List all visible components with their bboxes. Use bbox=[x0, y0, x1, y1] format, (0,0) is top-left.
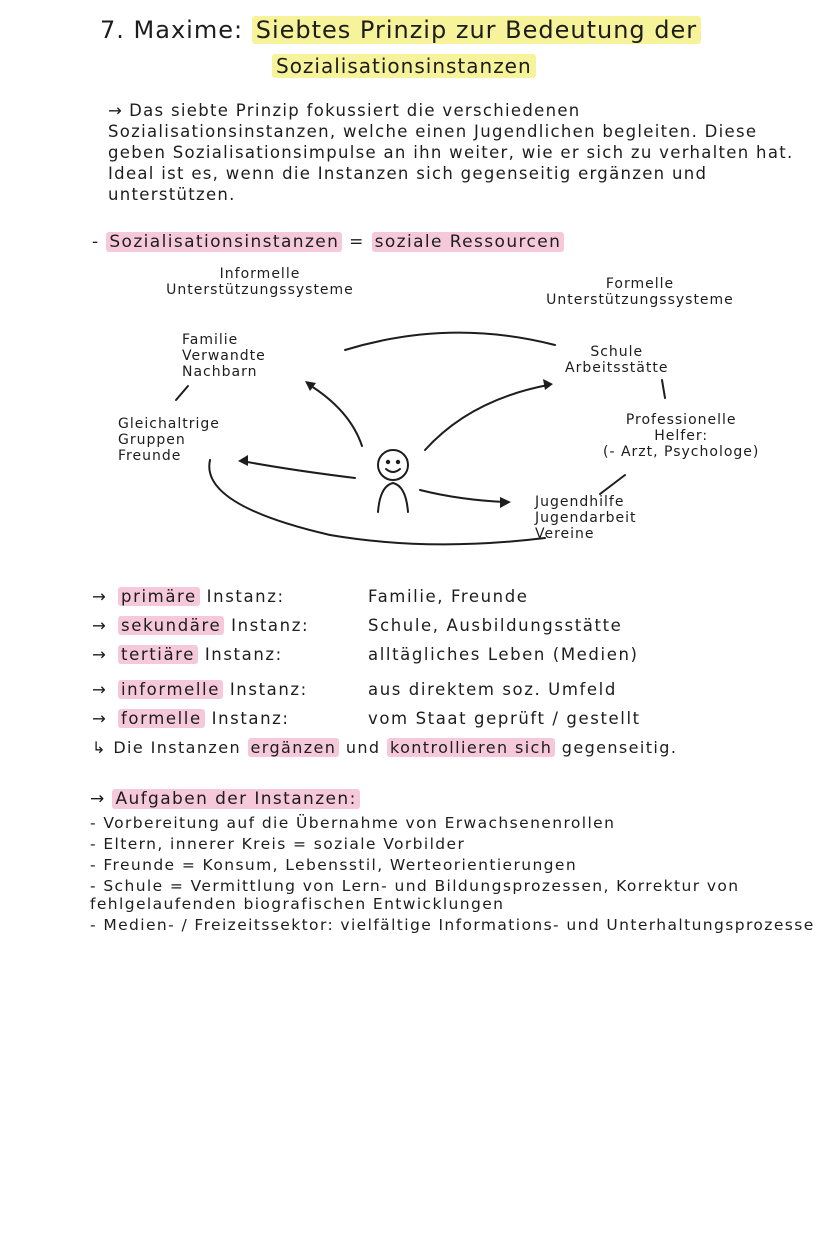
arrowhead-peers-icon bbox=[238, 455, 248, 466]
arrow-right-icon: → bbox=[92, 616, 108, 635]
instance-key: sekundäre bbox=[118, 616, 224, 635]
instance-value: aus direktem soz. Umfeld bbox=[368, 680, 617, 699]
label-helpers: Professionelle Helfer: (- Arzt, Psychologe) bbox=[603, 412, 760, 460]
arrowhead-family-icon bbox=[305, 381, 316, 391]
instance-label: Instanz: bbox=[229, 680, 308, 699]
complement-text-d: kontrollieren sich bbox=[387, 738, 555, 757]
label-peers: Gleichaltrige Gruppen Freunde bbox=[118, 416, 220, 464]
instance-value: Schule, Ausbildungsstätte bbox=[368, 616, 623, 635]
tasks-heading: → Aufgaben der Instanzen: bbox=[90, 790, 820, 808]
arrow-turn-icon: ↳ bbox=[92, 738, 107, 757]
list-item: - Schule = Vermittlung von Lern- und Bildungsprozessen, Korrektur von fehlgelaufenden biografischen Entwicklungen bbox=[90, 877, 740, 913]
top-arc bbox=[345, 333, 555, 350]
left-connector bbox=[176, 386, 188, 400]
instance-value: Familie, Freunde bbox=[368, 587, 529, 606]
label-youth: Jugendhilfe Jugendarbeit Vereine bbox=[535, 494, 637, 542]
instance-key: informelle bbox=[118, 680, 223, 699]
arrow-right-icon: → bbox=[92, 587, 108, 606]
list-item: - Eltern, innerer Kreis = soziale Vorbilder bbox=[90, 835, 466, 853]
instance-value: vom Staat geprüft / gestellt bbox=[368, 709, 641, 728]
arrow-to-school bbox=[425, 385, 548, 450]
list-item: - Vorbereitung auf die Übernahme von Erwachsenenrollen bbox=[90, 814, 616, 832]
right-connector-1 bbox=[662, 380, 665, 398]
title-main: Siebtes Prinzip zur Bedeutung der bbox=[252, 16, 701, 44]
complement-text-c: und bbox=[345, 738, 381, 757]
instance-label: Instanz: bbox=[211, 709, 290, 728]
title-maxime: Maxime: bbox=[133, 16, 244, 44]
arrow-right-icon: → bbox=[108, 101, 124, 120]
list-item: - Medien- / Freizeitssektor: vielfältige Informations- und Unterhaltungsprozesse bbox=[90, 916, 815, 934]
person-icon bbox=[378, 450, 408, 512]
right-connector-2 bbox=[600, 475, 625, 494]
instance-key: formelle bbox=[118, 709, 205, 728]
list-item bbox=[92, 675, 812, 704]
complement-text-a: Die Instanzen bbox=[113, 738, 242, 757]
bottom-arc bbox=[330, 535, 545, 544]
complement-text-b: ergänzen bbox=[248, 738, 340, 757]
arrow-to-youth bbox=[420, 490, 505, 502]
formal-header: Formelle Unterstützungssysteme bbox=[546, 276, 734, 308]
informal-header: Informelle Unterstützungssysteme bbox=[166, 266, 354, 298]
instances-list-2 bbox=[92, 675, 812, 733]
label-school: Schule Arbeitsstätte bbox=[565, 344, 669, 376]
arrow-right-icon: → bbox=[92, 680, 108, 699]
left-arc bbox=[209, 460, 330, 535]
arrowhead-youth-icon bbox=[500, 497, 511, 508]
instance-label: Instanz: bbox=[231, 616, 310, 635]
complement-text-e: gegenseitig. bbox=[561, 738, 678, 757]
tasks-heading-text: Aufgaben der Instanzen: bbox=[112, 789, 359, 809]
arrow-to-family bbox=[308, 384, 362, 446]
instance-value: alltägliches Leben (Medien) bbox=[368, 645, 639, 664]
page-subtitle: Sozialisationsinstanzen bbox=[272, 54, 536, 78]
instance-key: primäre bbox=[118, 587, 200, 606]
equation-equals: = bbox=[349, 232, 365, 252]
list-item bbox=[92, 640, 812, 669]
arrowhead-school-icon bbox=[543, 379, 553, 390]
instance-key: tertiäre bbox=[118, 645, 198, 664]
label-family: Familie Verwandte Nachbarn bbox=[182, 332, 266, 380]
instance-label: Instanz: bbox=[204, 645, 283, 664]
intro-text: Das siebte Prinzip fokussiert die verschiedenen Sozialisationsinstanzen, welche einen Jugendlichen begleiten. Diese geben Sozialisationsimpulse an ihn weiter, wie er sich zu verhalten hat. Ideal ist es, wenn die Instanzen sich gegenseitig ergänzen und unterstützen. bbox=[108, 101, 794, 204]
arrow-to-peers bbox=[242, 461, 355, 478]
list-item: - Freunde = Konsum, Lebensstil, Werteorientierungen bbox=[90, 856, 578, 874]
list-item bbox=[92, 704, 812, 733]
complement-note bbox=[92, 738, 792, 758]
instances-list bbox=[92, 582, 812, 669]
tasks-section bbox=[90, 790, 820, 937]
list-item bbox=[92, 611, 812, 640]
list-item bbox=[92, 582, 812, 611]
equation-left: Sozialisationsinstanzen bbox=[106, 232, 342, 252]
instance-label: Instanz: bbox=[206, 587, 285, 606]
arrow-right-icon: → bbox=[92, 645, 108, 664]
equation-dash: - bbox=[92, 232, 100, 252]
equation-right: soziale Ressourcen bbox=[372, 232, 565, 252]
arrow-right-icon: → bbox=[92, 709, 108, 728]
title-number: 7. bbox=[100, 16, 125, 44]
